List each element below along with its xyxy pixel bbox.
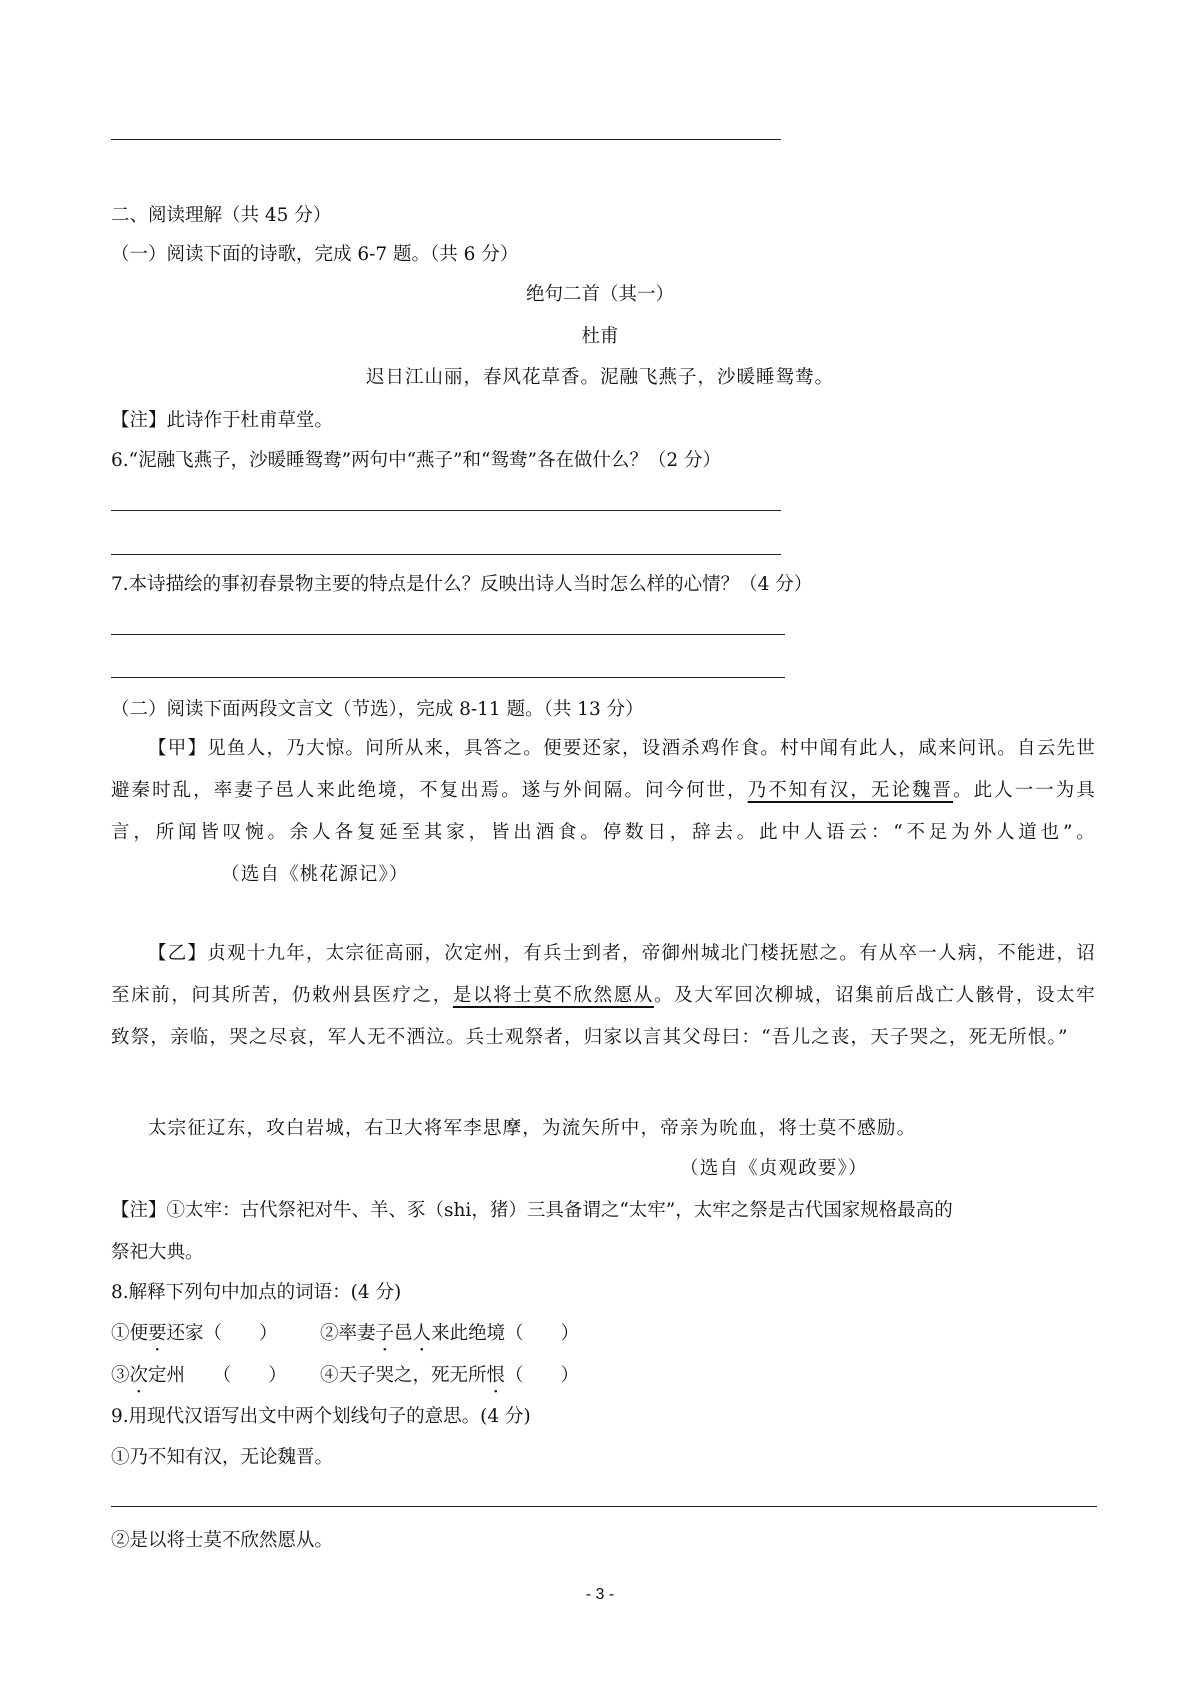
page-number: - 3 - bbox=[585, 1586, 615, 1603]
question-6: 6.“泥融飞燕子，沙暖睡鸳鸯”两句中“燕子”和“鸳鸯”各在做什么？（2 分） bbox=[111, 450, 722, 471]
passage-jia-text: 【甲】见鱼人，乃大惊。问所从来，具答之。便要还家，设酒杀鸡作食。村中闻有此人，咸来问讯。自云先世避秦时乱，率妻子邑人来此绝境，不复出焉。遂与外间隔。问今何世， bbox=[111, 738, 1096, 801]
underlined-sentence-1: 乃不知有汉，无论魏晋 bbox=[747, 780, 954, 801]
answer-line bbox=[111, 634, 785, 635]
source-citation: （选自《桃花源记》） bbox=[221, 864, 409, 885]
passage-yi bbox=[111, 933, 1096, 1059]
question-9-item-1: ①乃不知有汉，无论魏晋。 bbox=[111, 1447, 334, 1468]
dotted-word: 次 bbox=[129, 1365, 149, 1386]
part1-heading: （一）阅读下面的诗歌，完成 6-7 题。（共 6 分） bbox=[111, 244, 519, 265]
poem-note: 【注】此诗作于杜甫草堂。 bbox=[111, 410, 334, 431]
answer-line bbox=[111, 1506, 1097, 1507]
passage-yi-text: 。及大军回次柳城，诏集前后战亡人骸骨，设太牢致祭，亲临，哭之尽哀，军人无不洒泣。兵士观祭者，归家以言其父母曰：“吾儿之丧，天子哭之，死无所恨。” bbox=[111, 985, 1096, 1048]
note-line: 祭祀大典。 bbox=[111, 1242, 204, 1263]
answer-line bbox=[111, 510, 781, 511]
question-8-item-3: ③次定州 （ ） bbox=[111, 1365, 287, 1386]
dotted-word: 子 bbox=[375, 1323, 395, 1344]
answer-line bbox=[111, 554, 781, 555]
dotted-word: 恨 bbox=[486, 1365, 506, 1386]
underlined-sentence-2: 是以将士莫不欣然愿从 bbox=[452, 985, 654, 1006]
passage-yi-paragraph-2: 太宗征辽东，攻白岩城，右卫大将军李思摩，为流矢所中，帝亲为吮血，将士莫不感励。 bbox=[148, 1118, 917, 1139]
question-9-item-2: ②是以将士莫不欣然愿从。 bbox=[111, 1530, 334, 1551]
answer-line bbox=[111, 139, 781, 140]
source-citation: （选自《贞观政要》） bbox=[680, 1158, 868, 1179]
question-9: 9.用现代汉语写出文中两个划线句子的意思。(4 分) bbox=[111, 1406, 531, 1427]
part2-heading: （二）阅读下面两段文言文（节选），完成 8-11 题。（共 13 分） bbox=[111, 699, 644, 720]
poem-title: 绝句二首（其一） bbox=[525, 284, 674, 305]
answer-line bbox=[111, 677, 785, 678]
question-8: 8.解释下列句中加点的词语：(4 分) bbox=[111, 1282, 402, 1303]
dotted-word: 要 bbox=[148, 1323, 167, 1344]
question-8-item-4: ④天子哭之，死无所恨（ ） bbox=[320, 1365, 580, 1386]
question-7: 7.本诗描绘的事初春景物主要的特点是什么？反映出诗人当时怎么样的心情？（4 分） bbox=[111, 574, 813, 595]
question-8-item-2: ②率妻子邑人来此绝境（ ） bbox=[320, 1323, 580, 1344]
passage-jia-text: 。此人一一为具言，所闻皆叹惋。余人各复延至其家，皆出酒食。停数日，辞去。此中人语云：“不足为外人道也”。 bbox=[111, 780, 1097, 843]
passage-yi-text: 【乙】贞观十九年，太宗征高丽，次定州，有兵士到者，帝御州城北门楼抚慰之。有从卒一人病，不能进，诏至床前，问其所苦，仍敕州县医疗之， bbox=[111, 943, 1096, 1006]
dotted-word: 人 bbox=[412, 1323, 432, 1344]
poem-text: 迟日江山丽，春风花草香。泥融飞燕子，沙暖睡鸳鸯。 bbox=[365, 367, 834, 388]
section-title: 二、阅读理解（共 45 分） bbox=[111, 205, 332, 226]
passage-jia bbox=[111, 728, 1096, 896]
note-line: 【注】①太牢：古代祭祀对牛、羊、豕（shi，猪）三具备谓之“太牢”，太牢之祭是古代国家规格最高的 bbox=[111, 1200, 953, 1221]
question-8-item-1: ①便要还家（ ） bbox=[111, 1323, 278, 1344]
poem-author: 杜甫 bbox=[581, 326, 619, 347]
